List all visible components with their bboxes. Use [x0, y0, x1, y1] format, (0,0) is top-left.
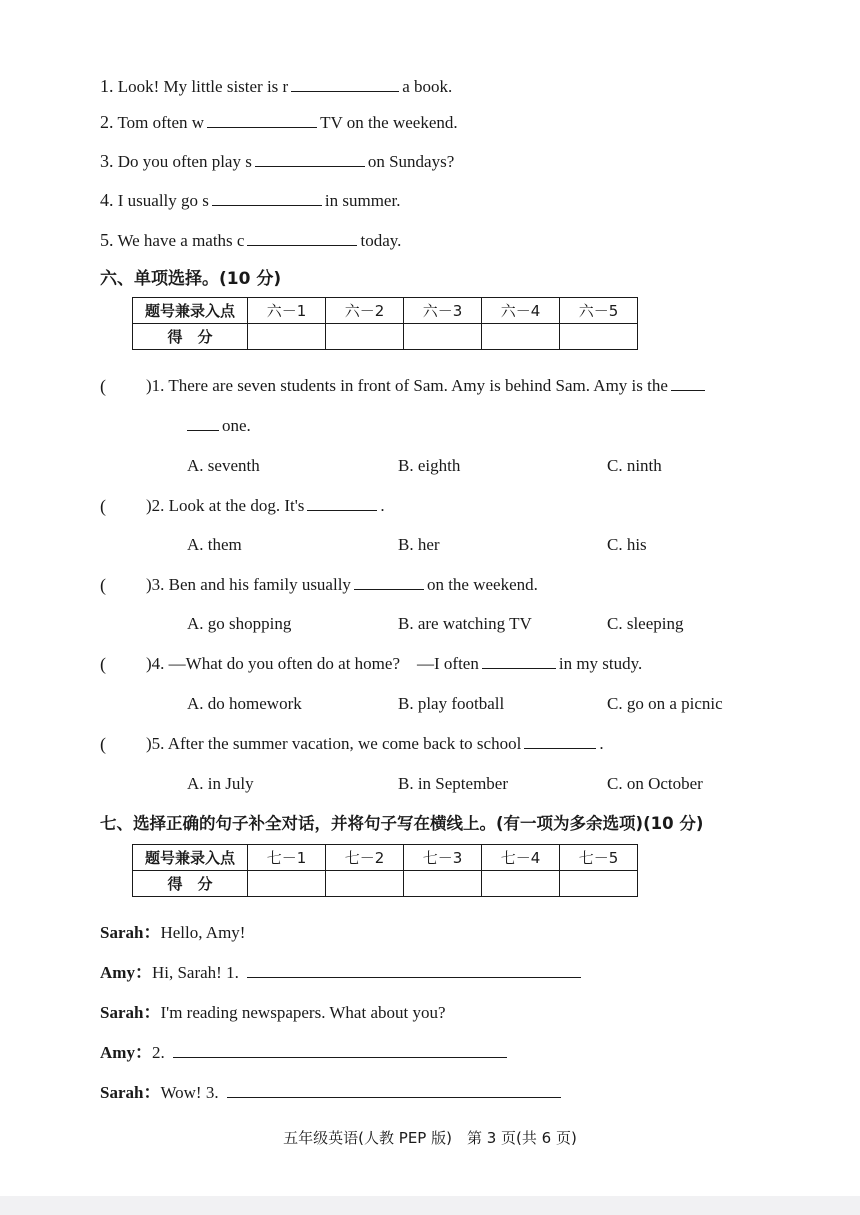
speaker-sarah: Sarah：: [100, 1003, 161, 1022]
score-cell[interactable]: [248, 871, 326, 897]
option-a[interactable]: A. them: [187, 535, 242, 554]
answer-blank[interactable]: [247, 231, 357, 246]
speaker-amy: Amy：: [100, 963, 152, 982]
table-col: 六－2: [326, 298, 404, 324]
score-cell[interactable]: [404, 324, 482, 350]
question-1: )1. There are seven students in front of Sam. Amy is behind Sam. Amy is the: [146, 376, 708, 396]
option-c[interactable]: C. his: [607, 535, 647, 554]
score-cell[interactable]: [560, 324, 638, 350]
option-b[interactable]: B. play football: [398, 694, 505, 713]
dialogue-line-5: Sarah：Wow! 3.: [100, 1083, 564, 1103]
speaker-sarah: Sarah：: [100, 1083, 161, 1102]
answer-blank[interactable]: [671, 376, 705, 391]
table-head: 题号兼录入点: [133, 298, 248, 324]
question-1-continued: one.: [187, 416, 251, 436]
answer-blank[interactable]: [173, 1043, 507, 1058]
option-a[interactable]: A. go shopping: [187, 614, 292, 633]
speaker-amy: Amy：: [100, 1043, 152, 1062]
answer-paren-3[interactable]: (: [100, 575, 106, 595]
fill-blank-2: 2. Tom often w TV on the weekend.: [100, 112, 458, 132]
option-a[interactable]: A. do homework: [187, 694, 302, 713]
section-7-score-table: [132, 844, 638, 897]
score-cell[interactable]: [326, 324, 404, 350]
answer-blank[interactable]: [524, 734, 596, 749]
page-bottom-band: [0, 1196, 860, 1215]
score-cell[interactable]: [560, 871, 638, 897]
answer-paren-4[interactable]: (: [100, 654, 106, 674]
score-cell[interactable]: [326, 871, 404, 897]
question-3: )3. Ben and his family usually on the weekend.: [146, 575, 538, 594]
section-7-title: 七、选择正确的句子补全对话，并将句子写在横线上。(有一项为多余选项)(10 分): [100, 814, 704, 833]
option-b[interactable]: B. in September: [398, 774, 509, 793]
score-label: 得 分: [133, 871, 248, 897]
option-a[interactable]: A. seventh: [187, 456, 260, 475]
table-col: 六－1: [248, 298, 326, 324]
table-col: 七－1: [248, 845, 326, 871]
dialogue-line-1: Sarah：Hello, Amy!: [100, 923, 246, 942]
question-5: )5. After the summer vacation, we come back to school .: [146, 734, 604, 753]
option-c[interactable]: C. on October: [607, 774, 703, 793]
option-c[interactable]: C. sleeping: [607, 614, 684, 633]
option-c[interactable]: C. ninth: [607, 456, 662, 475]
option-b[interactable]: B. are watching TV: [398, 614, 532, 633]
table-col: 七－5: [560, 845, 638, 871]
score-cell[interactable]: [482, 324, 560, 350]
score-cell[interactable]: [404, 871, 482, 897]
question-2: )2. Look at the dog. It's .: [146, 496, 385, 515]
option-c[interactable]: C. go on a picnic: [607, 694, 723, 713]
table-col: 六－3: [404, 298, 482, 324]
answer-blank[interactable]: [187, 416, 219, 431]
answer-blank[interactable]: [354, 575, 424, 590]
table-col: 七－2: [326, 845, 404, 871]
score-label: 得 分: [133, 324, 248, 350]
page-footer: 五年级英语(人教 PEP 版) 第 3 页(共 6 页): [283, 1129, 577, 1147]
answer-blank[interactable]: [255, 152, 365, 167]
fill-blank-4: 4. I usually go s in summer.: [100, 190, 401, 210]
score-cell[interactable]: [248, 324, 326, 350]
table-col: 六－4: [482, 298, 560, 324]
section-6-score-table: [132, 297, 638, 350]
answer-blank[interactable]: [247, 963, 581, 978]
answer-blank[interactable]: [212, 191, 322, 206]
dialogue-line-4: Amy：2.: [100, 1043, 510, 1063]
answer-paren-5[interactable]: (: [100, 734, 106, 754]
dialogue-line-2: Amy：Hi, Sarah! 1.: [100, 963, 584, 983]
answer-paren-2[interactable]: (: [100, 496, 106, 516]
option-a[interactable]: A. in July: [187, 774, 254, 793]
answer-blank[interactable]: [227, 1083, 561, 1098]
answer-blank[interactable]: [291, 77, 399, 92]
table-col: 七－4: [482, 845, 560, 871]
answer-blank[interactable]: [482, 654, 556, 669]
option-b[interactable]: B. eighth: [398, 456, 461, 475]
table-head: 题号兼录入点: [133, 845, 248, 871]
section-6-title: 六、单项选择。(10 分): [100, 269, 282, 289]
fill-blank-1: 1. Look! My little sister is r a book.: [100, 76, 453, 96]
dialogue-line-3: Sarah：I'm reading newspapers. What about you?: [100, 1003, 446, 1022]
answer-paren-1[interactable]: (: [100, 376, 106, 396]
option-b[interactable]: B. her: [398, 535, 440, 554]
fill-blank-5: 5. We have a maths c today.: [100, 230, 402, 250]
table-col: 七－3: [404, 845, 482, 871]
score-cell[interactable]: [482, 871, 560, 897]
answer-blank[interactable]: [207, 113, 317, 128]
fill-blank-3: 3. Do you often play s on Sundays?: [100, 151, 455, 171]
answer-blank[interactable]: [307, 496, 377, 511]
speaker-sarah: Sarah：: [100, 923, 161, 942]
question-4: )4. —What do you often do at home? —I often in my study.: [146, 654, 643, 673]
table-col: 六－5: [560, 298, 638, 324]
